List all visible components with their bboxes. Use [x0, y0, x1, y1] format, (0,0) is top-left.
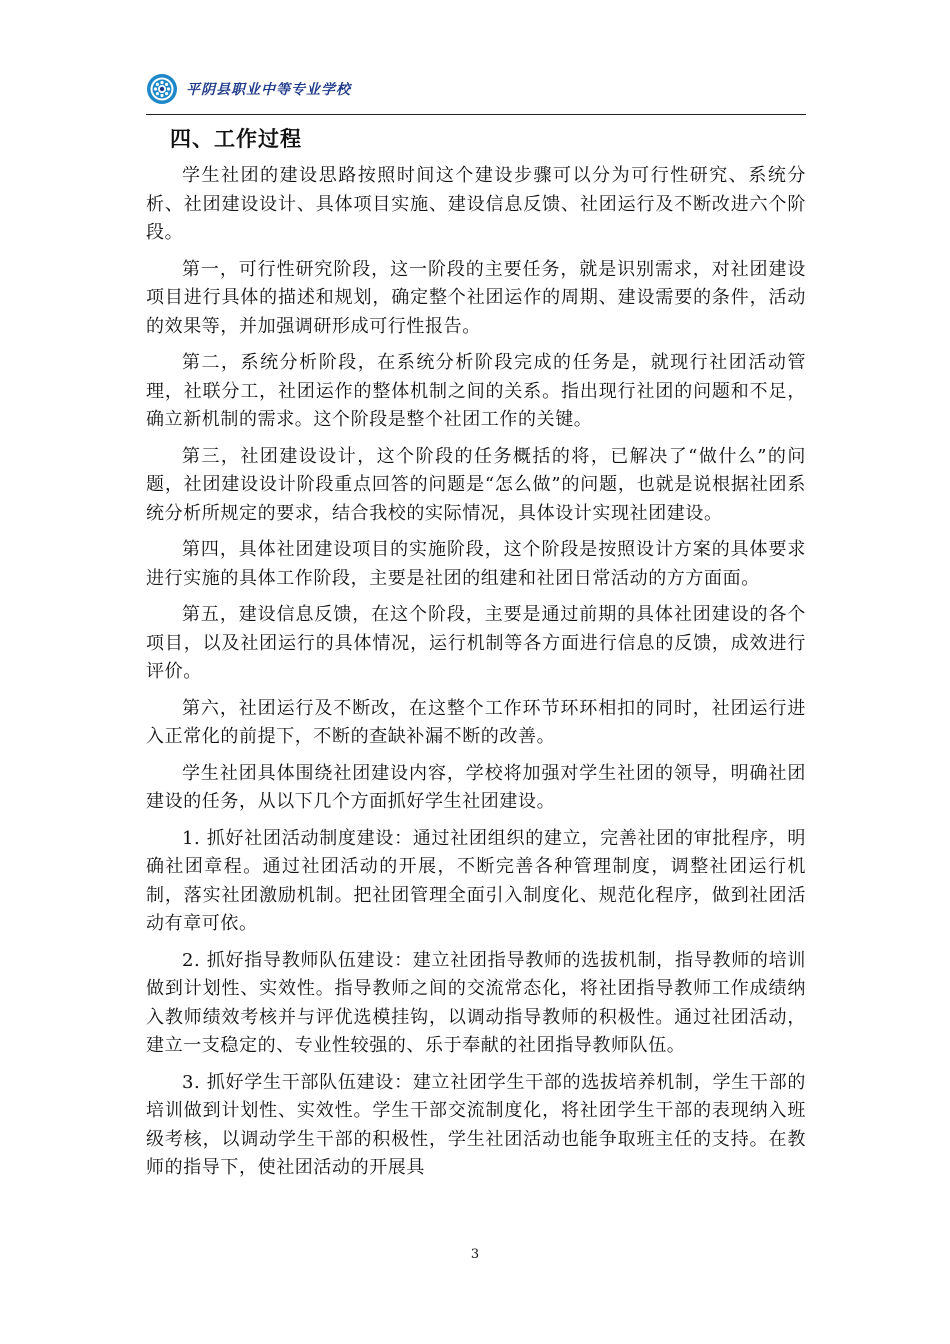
header-divider: [146, 114, 806, 115]
paragraph: 3. 抓好学生干部队伍建设：建立社团学生干部的选拔培养机制，学生干部的培训做到计划性、实效性。学生干部交流制度化，将社团学生干部的表现纳入班级考核，以调动学生干部的积极性，学生社团活动也能争取班主任的支持。在教师的指导下，使社团活动的开展具: [146, 1071, 806, 1178]
school-name: 平阴县职业中等专业学校: [186, 82, 351, 98]
paragraph: 学生社团具体围绕社团建设内容，学校将加强对学生社团的领导，明确社团建设的任务，从以下几个方面抓好学生社团建设。: [146, 762, 806, 812]
paragraph: 第二，系统分析阶段，在系统分析阶段完成的任务是，就现行社团活动管理，社联分工，社团运作的整体机制之间的关系。指出现行社团的问题和不足，确立新机制的需求。这个阶段是整个社团工作的关键。: [146, 352, 806, 430]
paragraph: 第三，社团建设设计，这个阶段的任务概括的将，已解决了“做什么”的问题，社团建设设计阶段重点回答的问题是“怎么做”的问题，也就是说根据社团系统分析所规定的要求，结合我校的实际情况，具体设计实现社团建设。: [146, 445, 806, 524]
paragraph: 第一，可行性研究阶段，这一阶段的主要任务，就是识别需求，对社团建设项目进行具体的描述和规划，确定整个社团运作的周期、建设需要的条件，活动的效果等，并加强调研形成可行性报告。: [146, 258, 806, 337]
school-logo-icon: [146, 73, 178, 105]
paragraph: 第五，建设信息反馈，在这个阶段，主要是通过前期的具体社团建设的各个项目，以及社团运行的具体情况，运行机制等各方面进行信息的反馈，成效进行评价。: [146, 604, 806, 682]
paragraph: 1. 抓好社团活动制度建设：通过社团组织的建立，完善社团的审批程序，明确社团章程。通过社团活动的开展，不断完善各种管理制度，调整社团运行机制，落实社团激励机制。把社团管理全面引入制度化、规范化程序，做到社团活动有章可依。: [146, 827, 806, 934]
paragraph: 2. 抓好指导教师队伍建设：建立社团指导教师的选拔机制，指导教师的培训做到计划性、实效性。指导教师之间的交流常态化，将社团指导教师工作成绩纳入教师绩效考核并与评优选模挂钩，以调动指导教师的积极性。通过社团活动，建立一支稳定的、专业性较强的、乐于奉献的社团指导教师队伍。: [146, 949, 806, 1056]
page-number: 3: [470, 1247, 480, 1262]
paragraph: 第四，具体社团建设项目的实施阶段，这个阶段是按照设计方案的具体要求进行实施的具体工作阶段，主要是社团的组建和社团日常活动的方方面面。: [146, 539, 806, 589]
paragraph: 第六，社团运行及不断改，在这整个工作环节环环相扣的同时，社团运行进入正常化的前提下，不断的查缺补漏不断的改善。: [146, 697, 806, 747]
page-header: [146, 66, 806, 112]
paragraph: 学生社团的建设思路按照时间这个建设步骤可以分为可行性研究、系统分析、社团建设设计、具体项目实施、建设信息反馈、社团运行及不断改进六个阶段。: [146, 165, 806, 243]
page-content: [146, 116, 806, 1191]
section-title: 四、工作过程: [170, 127, 302, 151]
